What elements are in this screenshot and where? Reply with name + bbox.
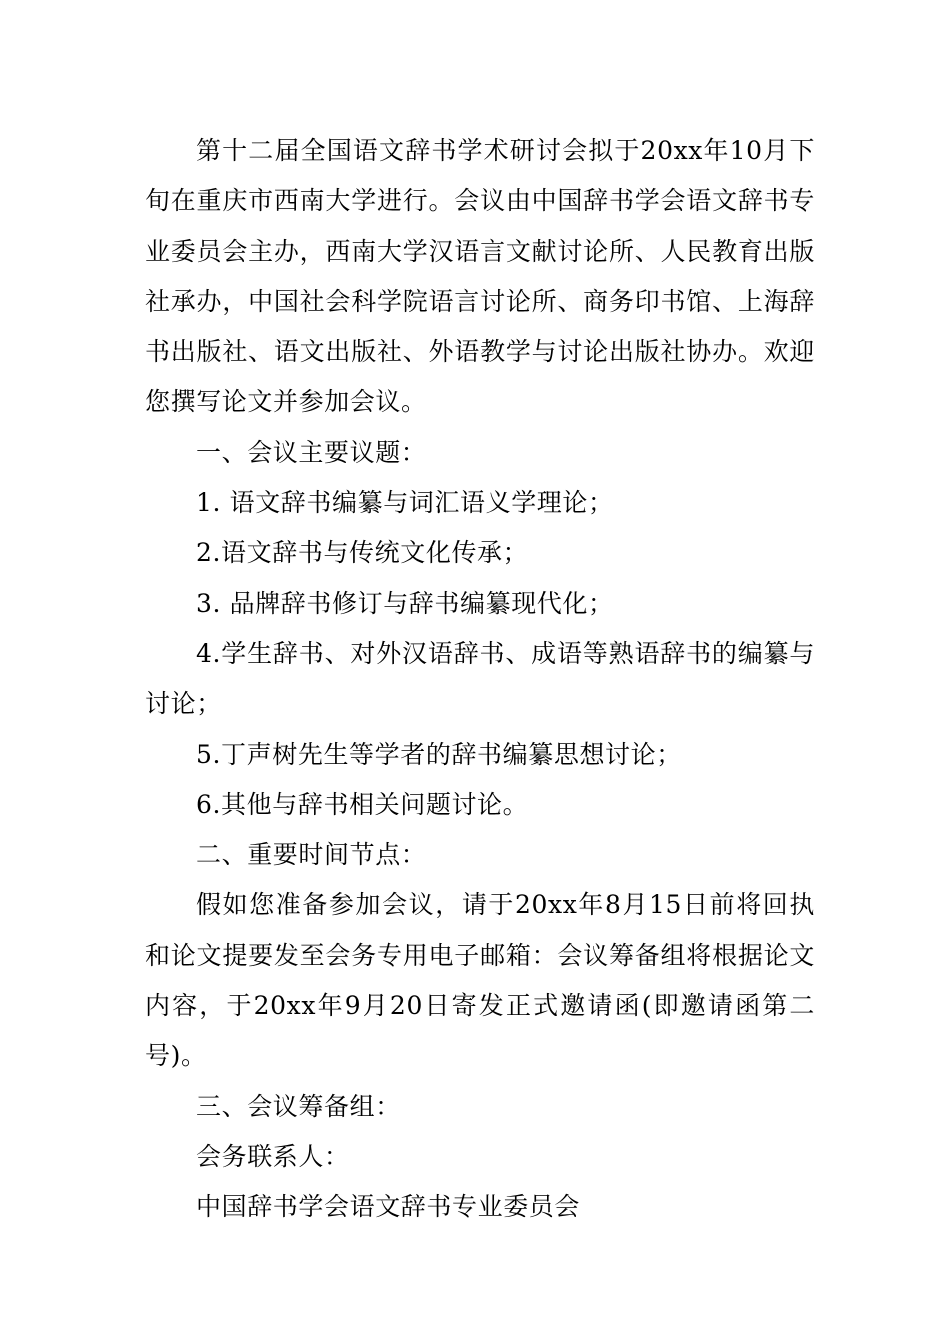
document-body: [145, 126, 815, 1233]
contact-label: 会务联系人：: [196, 1141, 350, 1171]
timeline-paragraph: 假如您准备参加会议，请于20xx年8月15日前将回执和论文提要发至会务专用电子邮箱：会议筹备组将根据论文内容，于20xx年9月20日寄发正式邀请函(即邀请函第二号)。: [145, 890, 815, 1071]
topic-item-6: 6.其他与辞书相关问题讨论。: [196, 789, 529, 819]
topic-item-2: 2.语文辞书与传统文化传承；: [196, 538, 529, 568]
intro-paragraph: 第十二届全国语文辞书学术研讨会拟于20xx年10月下旬在重庆市西南大学进行。会议由中国辞书学会语文辞书专业委员会主办，西南大学汉语言文献讨论所、人民教育出版社承办，中国社会科学院语言讨论所、商务印书馆、上海辞书出版社、语文出版社、外语教学与讨论出版社协办。欢迎您撰写论文并参加会议。: [145, 136, 815, 417]
topic-item-3: 3. 品牌辞书修订与辞书编纂现代化；: [196, 588, 614, 618]
section-heading-timeline: 二、重要时间节点：: [196, 840, 427, 870]
topic-item-5: 5.丁声树先生等学者的辞书编纂思想讨论；: [196, 739, 682, 769]
section-heading-topics: 一、会议主要议题：: [196, 437, 427, 467]
topic-item-1: 1. 语文辞书编纂与词汇语义学理论；: [196, 488, 614, 518]
section-heading-committee: 三、会议筹备组：: [196, 1091, 401, 1121]
organizer-name: 中国辞书学会语文辞书专业委员会: [196, 1192, 581, 1222]
topic-item-4: 4.学生辞书、对外汉语辞书、成语等熟语辞书的编纂与讨论；: [145, 638, 815, 719]
